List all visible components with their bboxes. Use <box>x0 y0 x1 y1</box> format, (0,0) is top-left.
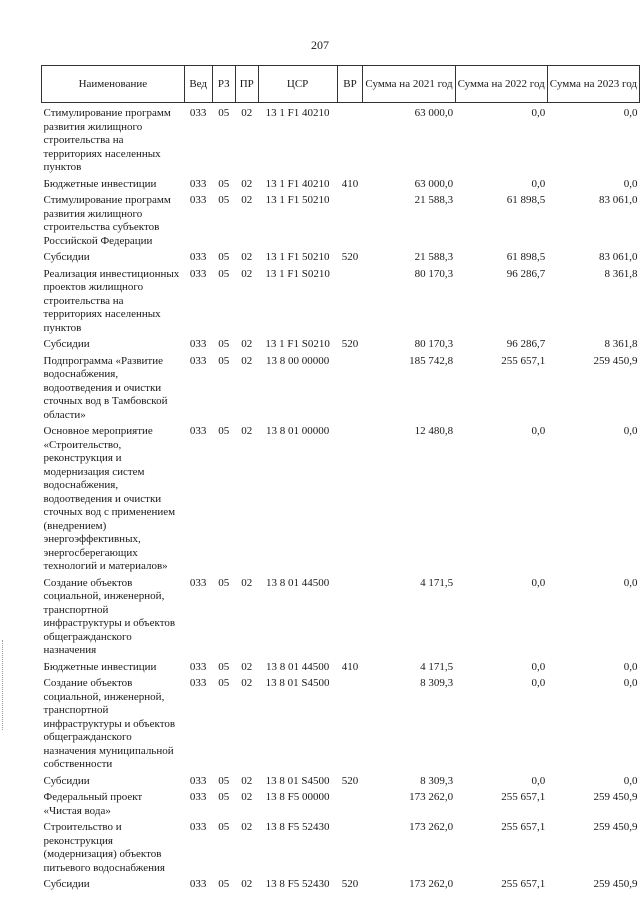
cell-sum-2022: 0,0 <box>531 425 546 437</box>
cell-pr: 02 <box>241 354 253 367</box>
table-row <box>42 268 640 339</box>
cell-name: Создание объектов социальной, инженерной, транспортной инфраструктуры и объектов общегражданского назначения <box>43 576 176 656</box>
cell-sum-2023: 0,0 <box>623 425 638 437</box>
cell-sum-2023: 259 450,9 <box>593 354 638 367</box>
table-row <box>42 178 640 195</box>
cell-name: Бюджетные инвестиции <box>43 177 157 190</box>
cell-csr: 13 8 F5 52430 <box>265 821 330 833</box>
cell-sum-2023: 0,0 <box>623 774 638 787</box>
header-rz: РЗ <box>212 66 235 103</box>
cell-vr <box>337 268 363 339</box>
cell-sum-2022: 255 657,1 <box>501 821 546 833</box>
cell-vr <box>337 677 363 775</box>
cell-rz: 05 <box>218 774 230 787</box>
cell-rz: 05 <box>218 177 230 190</box>
cell-rz: 05 <box>218 677 230 689</box>
cell-pr: 02 <box>241 576 253 589</box>
cell-ved: 033 <box>189 774 207 787</box>
cell-pr: 02 <box>241 774 253 787</box>
table-row <box>42 251 640 268</box>
cell-csr: 13 1 F1 S0210 <box>265 338 330 350</box>
cell-vr: 410 <box>341 177 359 190</box>
cell-vr <box>337 194 363 251</box>
cell-vr <box>337 821 363 878</box>
cell-ved: 033 <box>189 677 207 689</box>
cell-csr: 13 8 01 00000 <box>265 425 330 437</box>
cell-csr: 13 1 F1 S0210 <box>265 267 330 280</box>
cell-vr <box>337 355 363 426</box>
cell-csr: 13 1 F1 50210 <box>265 194 330 206</box>
cell-name: Строительство и реконструкция (модернизация) объектов питьевого водоснабжения <box>43 821 165 874</box>
header-sum-2021: Сумма на 2021 год <box>363 66 455 103</box>
cell-ved: 033 <box>189 267 207 280</box>
header-csr: ЦСР <box>258 66 337 103</box>
cell-csr: 13 8 01 44500 <box>265 576 330 589</box>
cell-ved: 033 <box>189 177 207 190</box>
cell-sum-2021: 12 480,8 <box>414 425 454 437</box>
cell-name: Стимулирование программ развития жилищного строительства на территориях населенных пунктов <box>43 107 171 173</box>
cell-sum-2021: 21 588,3 <box>414 194 454 206</box>
cell-sum-2023: 259 450,9 <box>593 791 638 803</box>
cell-rz: 05 <box>218 107 230 119</box>
cell-pr: 02 <box>241 338 253 350</box>
cell-sum-2022: 0,0 <box>531 177 546 190</box>
cell-sum-2022: 255 657,1 <box>501 354 546 367</box>
cell-pr: 02 <box>241 821 253 833</box>
table-row <box>42 355 640 426</box>
cell-name: Субсидии <box>43 251 90 263</box>
cell-sum-2022: 255 657,1 <box>501 791 546 803</box>
cell-sum-2021: 8 309,3 <box>420 774 454 787</box>
cell-sum-2022: 255 657,1 <box>501 878 546 890</box>
cell-sum-2023: 83 061,0 <box>599 251 638 263</box>
cell-name: Субсидии <box>43 878 90 890</box>
cell-rz: 05 <box>218 791 230 803</box>
cell-vr <box>337 425 363 577</box>
cell-sum-2021: 8 309,3 <box>420 677 454 689</box>
cell-name: Субсидии <box>43 774 90 787</box>
cell-sum-2023: 0,0 <box>623 677 638 689</box>
cell-name: Создание объектов социальной, инженерной, транспортной инфраструктуры и объектов общегражданского назначения муниципальной собственности <box>43 677 176 770</box>
cell-sum-2023: 0,0 <box>623 107 638 119</box>
cell-name: Субсидии <box>43 338 90 350</box>
cell-pr: 02 <box>241 251 253 263</box>
table-header-row <box>42 66 640 103</box>
cell-sum-2023: 0,0 <box>623 177 638 190</box>
cell-rz: 05 <box>218 251 230 263</box>
cell-csr: 13 8 01 44500 <box>265 660 330 673</box>
cell-pr: 02 <box>241 194 253 206</box>
cell-sum-2022: 96 286,7 <box>506 338 546 350</box>
cell-pr: 02 <box>241 677 253 689</box>
cell-sum-2021: 80 170,3 <box>414 267 454 280</box>
budget-table <box>41 65 640 895</box>
cell-sum-2021: 173 262,0 <box>409 821 454 833</box>
cell-pr: 02 <box>241 425 253 437</box>
cell-sum-2021: 185 742,8 <box>409 354 454 367</box>
cell-rz: 05 <box>218 425 230 437</box>
cell-sum-2021: 21 588,3 <box>414 251 454 263</box>
table-row <box>42 821 640 878</box>
table-row <box>42 103 640 178</box>
cell-sum-2022: 0,0 <box>531 576 546 589</box>
cell-csr: 13 8 00 00000 <box>265 354 330 367</box>
cell-csr: 13 1 F1 40210 <box>265 177 330 190</box>
cell-sum-2023: 0,0 <box>623 576 638 589</box>
cell-vr <box>337 791 363 821</box>
cell-csr: 13 1 F1 40210 <box>265 107 330 119</box>
cell-pr: 02 <box>241 878 253 890</box>
scan-margin-marks <box>2 640 6 730</box>
cell-sum-2021: 80 170,3 <box>414 338 454 350</box>
header-sum-2023: Сумма на 2023 год <box>547 66 639 103</box>
cell-pr: 02 <box>241 267 253 280</box>
cell-sum-2023: 259 450,9 <box>593 821 638 833</box>
table-row <box>42 577 640 661</box>
cell-csr: 13 8 F5 00000 <box>265 791 330 803</box>
cell-sum-2023: 259 450,9 <box>593 878 638 890</box>
cell-name: Федеральный проект «Чистая вода» <box>43 791 143 817</box>
cell-rz: 05 <box>218 878 230 890</box>
cell-rz: 05 <box>218 821 230 833</box>
header-pr: ПР <box>235 66 258 103</box>
table-row <box>42 878 640 895</box>
cell-sum-2023: 8 361,8 <box>604 267 638 280</box>
table-row <box>42 661 640 678</box>
cell-ved: 033 <box>189 878 207 890</box>
table-row <box>42 677 640 775</box>
cell-name: Стимулирование программ развития жилищного строительства субъектов Российской Федерации <box>43 194 171 247</box>
cell-rz: 05 <box>218 576 230 589</box>
cell-sum-2021: 4 171,5 <box>420 660 454 673</box>
cell-sum-2022: 96 286,7 <box>506 267 546 280</box>
cell-sum-2022: 0,0 <box>531 774 546 787</box>
cell-vr <box>337 577 363 661</box>
cell-pr: 02 <box>241 107 253 119</box>
header-name: Наименование <box>42 66 185 103</box>
cell-sum-2021: 63 000,0 <box>414 107 454 119</box>
cell-vr: 410 <box>341 660 359 673</box>
cell-sum-2023: 83 061,0 <box>599 194 638 206</box>
header-sum-2022: Сумма на 2022 год <box>455 66 547 103</box>
cell-name: Реализация инвестиционных проектов жилищного строительства на территориях населенных пунктов <box>43 267 180 334</box>
cell-sum-2022: 0,0 <box>531 107 546 119</box>
header-vr: ВР <box>337 66 363 103</box>
cell-rz: 05 <box>218 354 230 367</box>
cell-vr: 520 <box>341 251 359 263</box>
cell-rz: 05 <box>218 338 230 350</box>
cell-sum-2021: 173 262,0 <box>409 791 454 803</box>
page-number: 207 <box>311 38 329 52</box>
table-row <box>42 775 640 792</box>
cell-sum-2022: 0,0 <box>531 677 546 689</box>
cell-sum-2022: 61 898,5 <box>506 251 546 263</box>
cell-rz: 05 <box>218 267 230 280</box>
cell-sum-2022: 0,0 <box>531 660 546 673</box>
cell-ved: 033 <box>189 194 207 206</box>
cell-sum-2021: 4 171,5 <box>420 576 454 589</box>
cell-ved: 033 <box>189 576 207 589</box>
cell-vr: 520 <box>341 774 359 787</box>
header-ved: Вед <box>184 66 212 103</box>
cell-vr <box>337 103 363 178</box>
cell-ved: 033 <box>189 338 207 350</box>
cell-vr: 520 <box>341 878 359 890</box>
cell-sum-2023: 8 361,8 <box>604 338 638 350</box>
cell-pr: 02 <box>241 660 253 673</box>
cell-csr: 13 1 F1 50210 <box>265 251 330 263</box>
cell-rz: 05 <box>218 194 230 206</box>
cell-sum-2021: 63 000,0 <box>414 177 454 190</box>
cell-name: Основное мероприятие «Строительство, реконструкция и модернизация систем водоснабжения, водоотведения и очистки сточных вод с применением (внедрением) энергоэффективных, энергосберегающих технологий и материалов» <box>43 425 176 572</box>
cell-ved: 033 <box>189 791 207 803</box>
cell-rz: 05 <box>218 660 230 673</box>
cell-sum-2023: 0,0 <box>623 660 638 673</box>
cell-csr: 13 8 F5 52430 <box>265 878 330 890</box>
cell-csr: 13 8 01 S4500 <box>265 774 330 787</box>
cell-name: Бюджетные инвестиции <box>43 660 157 673</box>
cell-sum-2021: 173 262,0 <box>409 878 454 890</box>
table-row <box>42 425 640 577</box>
cell-pr: 02 <box>241 791 253 803</box>
cell-csr: 13 8 01 S4500 <box>265 677 330 689</box>
table-body <box>42 103 640 895</box>
cell-vr: 520 <box>341 338 359 350</box>
table-row <box>42 791 640 821</box>
cell-ved: 033 <box>189 660 207 673</box>
cell-sum-2022: 61 898,5 <box>506 194 546 206</box>
cell-ved: 033 <box>189 251 207 263</box>
cell-name: Подпрограмма «Развитие водоснабжения, водоотведения и очистки сточных вод в Тамбовской области» <box>43 354 168 421</box>
cell-ved: 033 <box>189 107 207 119</box>
cell-ved: 033 <box>189 354 207 367</box>
table-row <box>42 338 640 355</box>
table-row <box>42 194 640 251</box>
cell-ved: 033 <box>189 425 207 437</box>
cell-ved: 033 <box>189 821 207 833</box>
cell-pr: 02 <box>241 177 253 190</box>
